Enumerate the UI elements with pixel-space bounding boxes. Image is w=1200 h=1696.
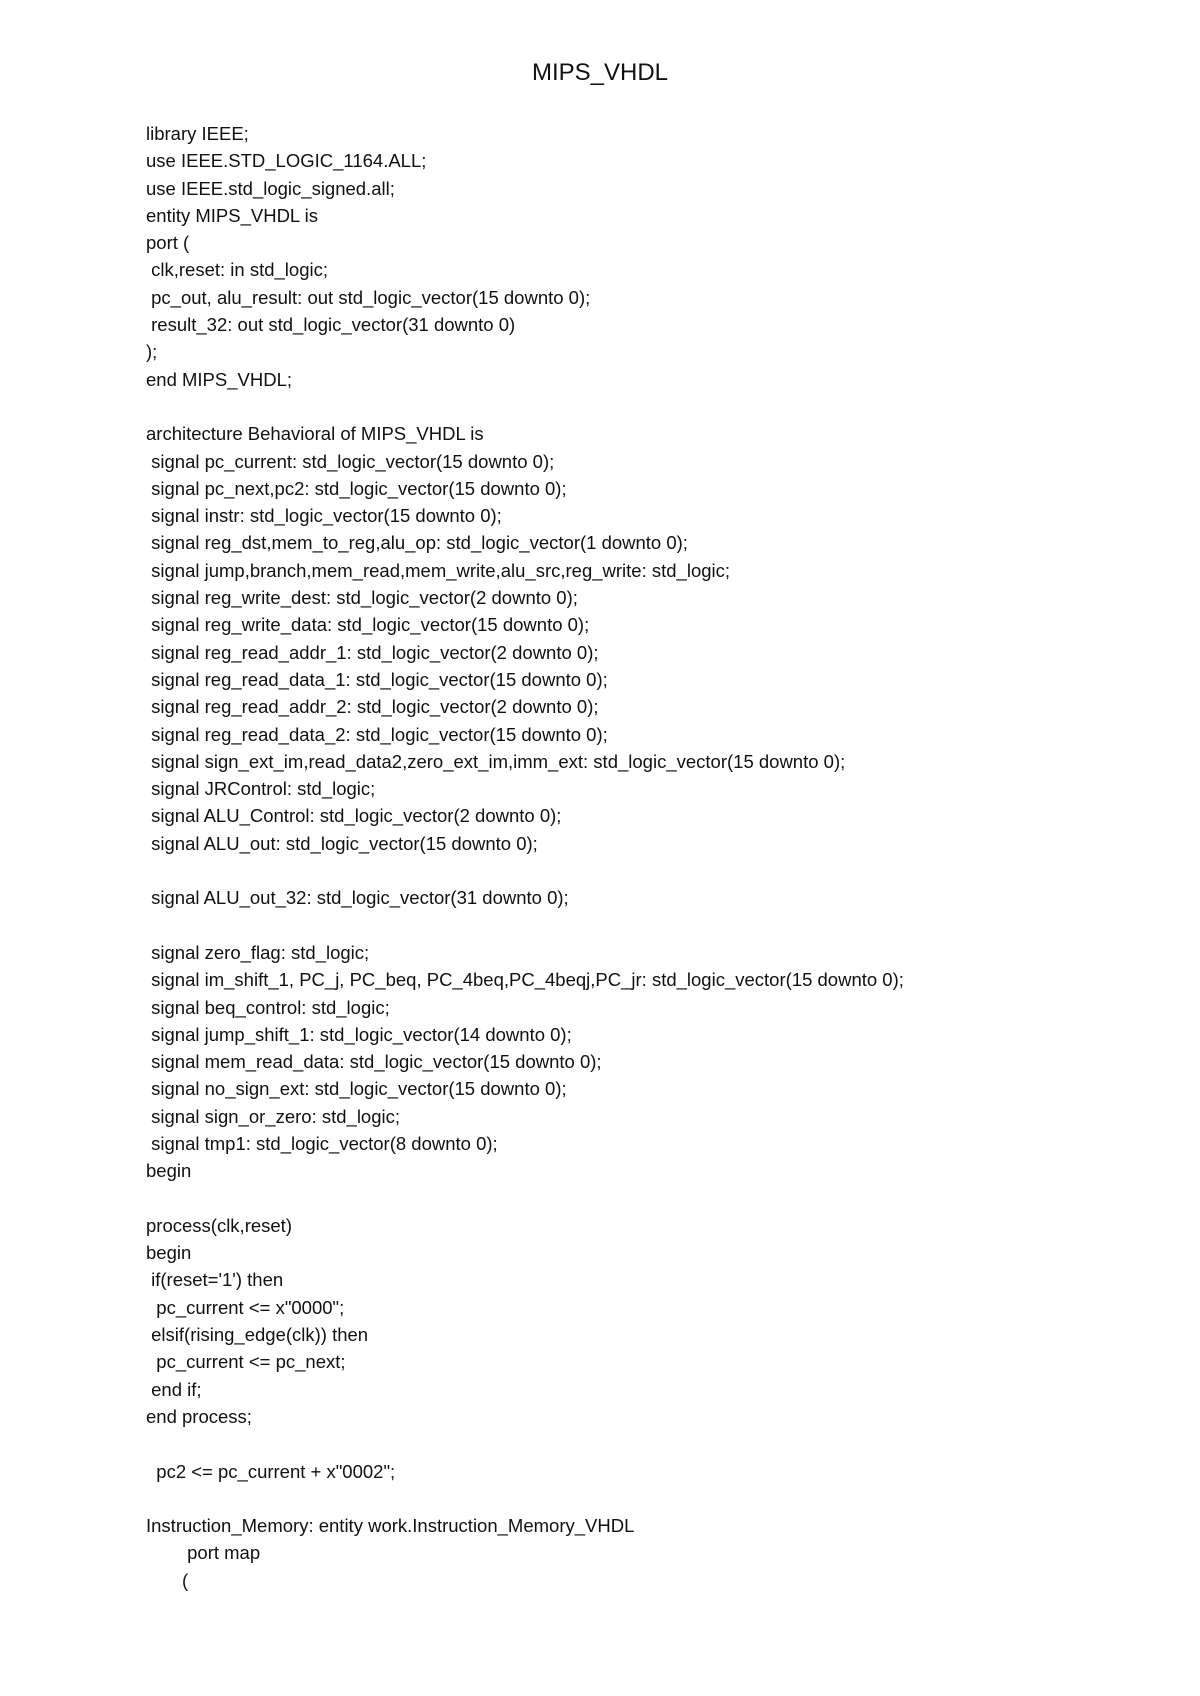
code-line: entity MIPS_VHDL is [146, 204, 319, 226]
code-line [146, 1185, 1156, 1212]
code-line: signal zero_flag: std_logic; [146, 941, 370, 963]
code-line: port ( [146, 232, 190, 254]
code-line [146, 393, 1156, 420]
code-line: signal mem_read_data: std_logic_vector(15 downto 0); [146, 1051, 602, 1073]
code-line: pc_out, alu_result: out std_logic_vector(15 downto 0); [146, 286, 591, 308]
code-line: begin [146, 1242, 192, 1264]
code-line: signal pc_current: std_logic_vector(15 downto 0); [146, 450, 555, 472]
code-line [146, 1485, 1156, 1512]
code-line: signal ALU_out_32: std_logic_vector(31 downto 0); [146, 887, 569, 909]
code-line: signal reg_read_data_1: std_logic_vector(15 downto 0); [146, 668, 608, 690]
code-line: use IEEE.std_logic_signed.all; [146, 177, 395, 199]
code-line: signal ALU_out: std_logic_vector(15 downto 0); [146, 832, 538, 854]
code-line: use IEEE.STD_LOGIC_1164.ALL; [146, 150, 427, 172]
code-line: elsif(rising_edge(clk)) then [146, 1324, 369, 1346]
code-line: signal JRControl: std_logic; [146, 778, 376, 800]
code-line: signal jump,branch,mem_read,mem_write,alu_src,reg_write: std_logic; [146, 559, 731, 581]
code-line: library IEEE; [146, 123, 249, 144]
code-line: signal pc_next,pc2: std_logic_vector(15 downto 0); [146, 477, 567, 499]
code-line: signal reg_read_addr_2: std_logic_vector(2 downto 0); [146, 696, 599, 718]
code-line: signal sign_or_zero: std_logic; [146, 1105, 401, 1127]
code-line: signal no_sign_ext: std_logic_vector(15 downto 0); [146, 1078, 567, 1100]
code-line: Instruction_Memory: entity work.Instruction_Memory_VHDL [146, 1515, 635, 1537]
code-line: pc_current <= x"0000"; [146, 1296, 345, 1318]
vhdl-code-block [146, 120, 1156, 1594]
code-line: signal reg_write_dest: std_logic_vector(2 downto 0); [146, 587, 578, 609]
code-line: process(clk,reset) [146, 1214, 292, 1236]
code-line: signal reg_dst,mem_to_reg,alu_op: std_logic_vector(1 downto 0); [146, 532, 688, 554]
code-line: result_32: out std_logic_vector(31 downto 0) [146, 314, 516, 336]
code-line: clk,reset: in std_logic; [146, 259, 328, 281]
code-line: pc2 <= pc_current + x"0002"; [146, 1460, 396, 1482]
code-line: pc_current <= pc_next; [146, 1351, 346, 1373]
code-line: signal im_shift_1, PC_j, PC_beq, PC_4beq,PC_4beqj,PC_jr: std_logic_vector(15 downto 0); [146, 969, 904, 991]
code-line [146, 1430, 1156, 1457]
code-line: signal sign_ext_im,read_data2,zero_ext_im,imm_ext: std_logic_vector(15 downto 0); [146, 750, 846, 772]
code-line: begin [146, 1160, 192, 1182]
code-line: signal ALU_Control: std_logic_vector(2 downto 0); [146, 805, 562, 827]
code-line: signal instr: std_logic_vector(15 downto 0); [146, 505, 502, 527]
code-line: end if; [146, 1378, 202, 1400]
code-line: end process; [146, 1405, 252, 1427]
code-line: signal reg_read_data_2: std_logic_vector(15 downto 0); [146, 723, 608, 745]
code-line [146, 912, 1156, 939]
code-line: end MIPS_VHDL; [146, 368, 293, 390]
code-line: ( [146, 1569, 189, 1591]
code-line: signal tmp1: std_logic_vector(8 downto 0); [146, 1132, 498, 1154]
code-line: signal reg_read_addr_1: std_logic_vector(2 downto 0); [146, 641, 599, 663]
code-line: port map [146, 1542, 261, 1564]
code-line: signal jump_shift_1: std_logic_vector(14 downto 0); [146, 1023, 572, 1045]
document-title: MIPS_VHDL [531, 59, 669, 86]
code-line [146, 857, 1156, 884]
code-line: if(reset='1') then [146, 1269, 284, 1291]
code-line: ); [146, 341, 158, 363]
code-line: signal reg_write_data: std_logic_vector(15 downto 0); [146, 614, 590, 636]
code-line: architecture Behavioral of MIPS_VHDL is [146, 423, 484, 445]
code-line: signal beq_control: std_logic; [146, 996, 390, 1018]
